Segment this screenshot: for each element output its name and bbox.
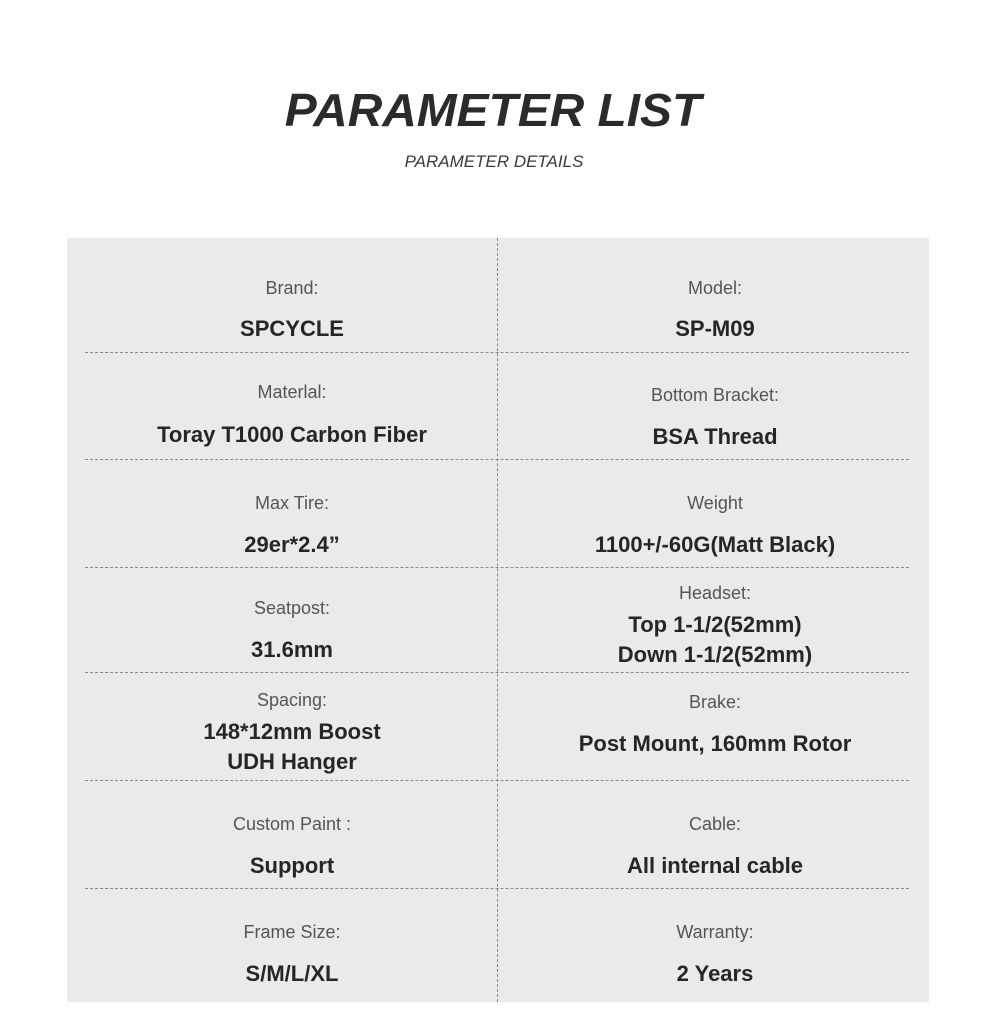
param-brake xyxy=(505,691,925,759)
row-divider xyxy=(85,352,909,353)
param-label: Weight xyxy=(687,493,743,513)
param-label: Seatpost: xyxy=(253,598,331,618)
param-spacing xyxy=(87,689,497,777)
row-divider xyxy=(85,567,909,568)
param-label: Frame Size: xyxy=(243,922,341,942)
param-value: 31.6mm xyxy=(251,637,333,662)
param-value: 2 Years xyxy=(676,961,754,986)
param-label: Brand: xyxy=(265,278,319,298)
param-seatpost xyxy=(87,597,497,665)
param-custom-paint xyxy=(87,813,497,881)
param-label: Materlal: xyxy=(257,382,327,402)
param-value: 1100+/-60G(Matt Black) xyxy=(594,532,836,557)
param-bottom-bracket xyxy=(505,384,925,452)
param-label: Headset: xyxy=(678,583,752,603)
param-frame-size xyxy=(87,921,497,989)
param-warranty xyxy=(505,921,925,989)
param-value: BSA Thread xyxy=(652,424,778,449)
param-label: Custom Paint : xyxy=(232,814,352,834)
row-divider xyxy=(85,888,909,889)
row-divider xyxy=(85,780,909,781)
page-subtitle: PARAMETER DETAILS xyxy=(404,152,584,171)
param-label: Cable: xyxy=(688,814,742,834)
param-brand xyxy=(87,277,497,344)
param-headset xyxy=(505,582,925,670)
param-value-line1: 148*12mm Boost xyxy=(203,719,381,744)
param-value: Post Mount, 160mm Rotor xyxy=(578,731,852,756)
param-cable xyxy=(505,813,925,881)
param-label: Model: xyxy=(687,278,743,298)
param-value: SPCYCLE xyxy=(240,316,344,341)
param-label: Max Tire: xyxy=(254,493,329,513)
param-weight xyxy=(505,492,925,560)
param-model xyxy=(505,277,925,344)
param-value-line1: Top 1-1/2(52mm) xyxy=(628,612,802,637)
row-divider xyxy=(85,459,909,460)
param-value: S/M/L/XL xyxy=(245,961,339,986)
page-title: PARAMETER LIST xyxy=(284,84,702,136)
row-divider xyxy=(85,672,909,673)
param-value: 29er*2.4” xyxy=(244,532,340,557)
param-label: Warranty: xyxy=(676,922,754,942)
param-max-tire xyxy=(87,492,497,560)
param-label: Bottom Bracket: xyxy=(650,385,780,405)
parameter-table xyxy=(67,238,929,1002)
param-value-line2: UDH Hanger xyxy=(227,749,357,774)
param-label: Spacing: xyxy=(256,690,328,710)
param-material xyxy=(87,381,497,450)
param-value: Support xyxy=(249,853,335,878)
param-value-line2: Down 1-1/2(52mm) xyxy=(617,642,813,667)
param-value: SP-M09 xyxy=(675,316,755,341)
param-value: Toray T1000 Carbon Fiber xyxy=(157,422,427,447)
param-label: Brake: xyxy=(688,692,742,712)
param-value: All internal cable xyxy=(626,853,804,878)
